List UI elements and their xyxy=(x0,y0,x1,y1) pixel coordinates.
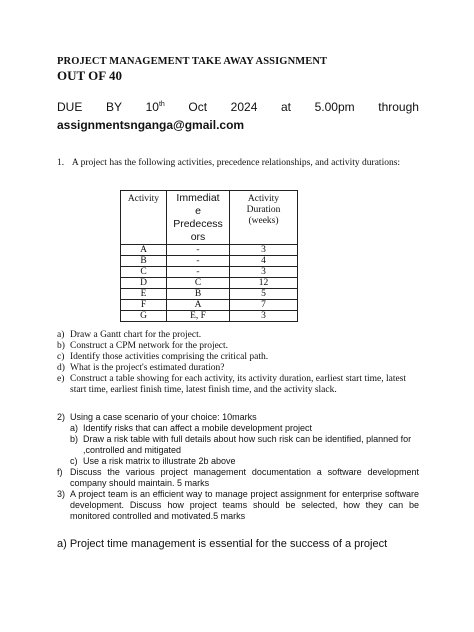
header-line: (weeks) xyxy=(248,216,279,226)
table-row xyxy=(121,278,298,289)
list-item xyxy=(70,423,419,434)
header-activity: Activity xyxy=(121,191,167,245)
due-year: 2024 xyxy=(230,100,258,114)
item-label: d) xyxy=(57,363,65,373)
item-text: Use a risk matrix to illustrate 2b above xyxy=(83,456,236,466)
cell-duration: 4 xyxy=(230,256,298,267)
header-line: Duration xyxy=(246,205,281,215)
cell-activity: A xyxy=(121,245,167,256)
due-day-suffix: th xyxy=(158,101,165,108)
final-item xyxy=(57,538,387,550)
question-3-text: A project team is an efficient way to manage project assignment for enterprise software development. Discuss how project teams should be selected, how they can be monitored controlled and motivated.5 marks xyxy=(70,489,419,521)
table-row xyxy=(121,245,298,256)
assignment-title: PROJECT MANAGEMENT TAKE AWAY ASSIGNMENT xyxy=(57,56,328,67)
cell-activity: F xyxy=(121,300,167,311)
list-item xyxy=(57,374,419,396)
item-text: What is the project's estimated duration? xyxy=(70,363,225,373)
list-item xyxy=(70,434,419,456)
cell-activity: C xyxy=(121,267,167,278)
question-2-label: 2) xyxy=(57,412,66,422)
cell-activity: B xyxy=(121,256,167,267)
due-word: DUE xyxy=(57,100,83,114)
header-line: e xyxy=(195,205,201,217)
table-row xyxy=(121,289,298,300)
question-1 xyxy=(57,158,400,168)
item-f-text: Discuss the various project management documentation a software development company should maintain. 5 marks xyxy=(70,467,419,488)
header-line: Immediat xyxy=(176,192,220,204)
list-item xyxy=(57,341,419,352)
item-text: Draw a risk table with full details about how such risk can be identified, planned for ,controlled and mitigated xyxy=(83,434,412,455)
question-1-text: A project has the following activities, precedence relationships, and activity durations: xyxy=(71,158,401,168)
cell-duration: 5 xyxy=(230,289,298,300)
table-row xyxy=(121,267,298,278)
list-item xyxy=(70,456,419,467)
due-day xyxy=(146,100,165,114)
cell-duration: 12 xyxy=(230,278,298,289)
question-2 xyxy=(57,412,419,423)
question-2-subitems xyxy=(57,423,419,467)
due-time: 5.00pm xyxy=(314,100,355,114)
due-month: Oct xyxy=(188,100,208,114)
due-date-line xyxy=(57,100,419,114)
cell-activity: E xyxy=(121,289,167,300)
question-2-text: Using a case scenario of your choice: 10marks xyxy=(70,412,257,422)
header-line: ors xyxy=(190,231,206,243)
item-label: b) xyxy=(57,341,65,351)
list-item xyxy=(57,363,419,374)
assignment-total-marks: OUT OF 40 xyxy=(57,68,123,83)
cell-predecessor: - xyxy=(167,245,230,256)
header-immediate-predecessors xyxy=(167,191,230,245)
question-1-parts xyxy=(57,330,419,396)
by-word: BY xyxy=(105,100,122,114)
table-row xyxy=(121,256,298,267)
item-text: Identify risks that can affect a mobile development project xyxy=(83,423,312,433)
cell-activity: D xyxy=(121,278,167,289)
list-item xyxy=(57,352,419,363)
cell-duration: 3 xyxy=(230,267,298,278)
item-text: Draw a Gantt chart for the project. xyxy=(70,330,202,340)
list-item xyxy=(57,330,419,341)
at-word: at xyxy=(280,100,291,114)
cell-duration: 3 xyxy=(230,245,298,256)
item-text: Construct a table showing for each activity, its activity duration, earliest start time, latest start time, earliest finish time, latest finish time, and the activity slack. xyxy=(70,374,407,395)
activity-table-header xyxy=(121,191,298,245)
cell-predecessor: A xyxy=(167,300,230,311)
question-3 xyxy=(57,489,419,522)
item-text: Identify those activities comprising the critical path. xyxy=(70,352,269,362)
item-f-label: f) xyxy=(57,467,63,477)
header-line: Activity xyxy=(247,194,280,204)
cell-predecessor: C xyxy=(167,278,230,289)
question-1-number: 1. xyxy=(57,158,65,168)
cell-predecessor: E, F xyxy=(167,311,230,322)
cell-duration: 3 xyxy=(230,311,298,322)
final-item-text: Project time management is essential for the success of a project xyxy=(69,538,388,550)
cell-predecessor: - xyxy=(167,256,230,267)
item-label: b) xyxy=(70,434,79,444)
cell-duration: 7 xyxy=(230,300,298,311)
item-label: a) xyxy=(57,330,65,340)
item-label: e) xyxy=(57,374,65,384)
cell-activity: G xyxy=(121,311,167,322)
item-text: Construct a CPM network for the project. xyxy=(70,341,229,351)
item-label: a) xyxy=(70,423,79,433)
cell-predecessor: B xyxy=(167,289,230,300)
header-line: Predecess xyxy=(173,218,223,230)
submission-email: assignmentsnganga@gmail.com xyxy=(57,118,245,132)
question-3-label: 3) xyxy=(57,489,66,499)
through-word: through xyxy=(378,100,419,114)
cell-predecessor: - xyxy=(167,267,230,278)
item-f xyxy=(57,467,419,489)
questions-2-3 xyxy=(57,412,419,522)
table-row xyxy=(121,300,298,311)
item-label: c) xyxy=(70,456,78,466)
table-row xyxy=(121,311,298,322)
header-activity-duration xyxy=(230,191,298,245)
due-day-number: 10 xyxy=(145,100,159,114)
activity-table xyxy=(120,190,298,322)
final-item-label: a) xyxy=(57,538,67,550)
item-label: c) xyxy=(57,352,65,362)
